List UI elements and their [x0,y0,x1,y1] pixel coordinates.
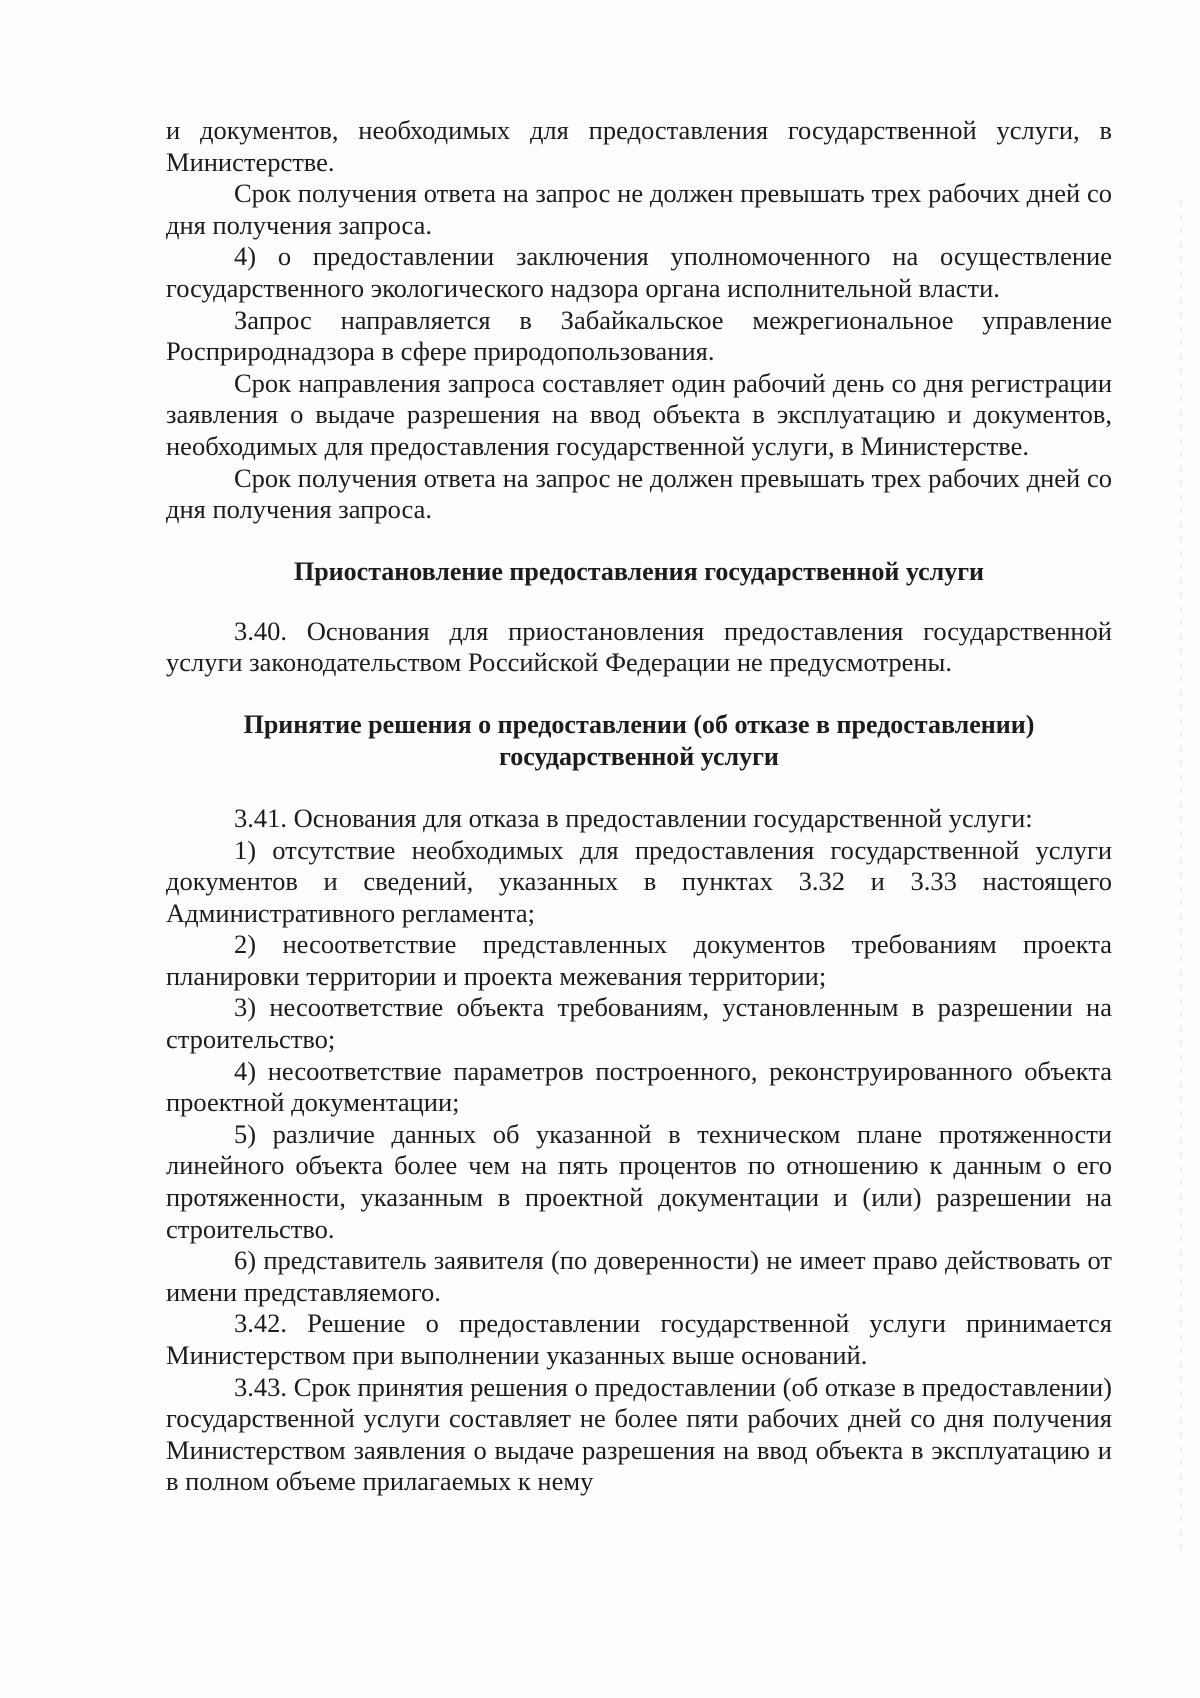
spacer [166,773,1112,803]
section-heading-decision [166,709,1112,773]
paragraph: 4) о предоставлении заключения уполномоченного на осуществление государственного экологического надзора органа исполнительной власти. [166,241,1112,303]
paragraph: Срок получения ответа на запрос не должен превышать трех рабочих дней со дня получения запроса. [166,178,1112,240]
scan-edge-artifact [1180,200,1182,1550]
section-heading-suspension: Приостановление предоставления государственной услуги [293,556,984,586]
spacer [166,679,1112,709]
document-body [166,115,1112,1498]
section-heading-decision-line2: государственной услуги [499,741,779,771]
paragraph-continuation: и документов, необходимых для предоставления государственной услуги, в Министерстве. [166,115,1112,177]
paragraph-3-40: 3.40. Основания для приостановления предоставления государственной услуги законодательством Российской Федерации не предусмотрены. [166,615,1112,678]
section-heading-decision-line1: Принятие решения о предоставлении (об отказе в предоставлении) [243,709,1035,739]
paragraph-3-43: 3.43. Срок принятия решения о предоставлении (об отказе в предоставлении) государственной услуги составляет не более пяти рабочих дней со дня получения Министерством заявления о выдаче разрешения на ввод объекта в эксплуатацию и в полном объеме прилагаемых к нему [166,1371,1112,1497]
list-item: 5) различие данных об указанной в техническом плане протяженности линейного объекта более чем на пять процентов по отношению к данным о его протяженности, указанным в проектной документации и (или) разрешении на строительство. [166,1118,1112,1244]
spacer [166,526,1112,556]
list-item: 3) несоответствие объекта требованиям, установленным в разрешении на строительство; [166,992,1112,1055]
list-item: 6) представитель заявителя (по доверенности) не имеет право действовать от имени представляемого. [166,1245,1112,1307]
paragraph: Срок получения ответа на запрос не должен превышать трех рабочих дней со дня получения запроса. [166,462,1112,525]
list-item: 4) несоответствие параметров построенного, реконструированного объекта проектной документации; [166,1055,1112,1118]
paragraph: Запрос направляется в Забайкальское межрегиональное управление Росприроднадзора в сфере природопользования. [166,304,1112,367]
paragraph-3-42: 3.42. Решение о предоставлении государственной услуги принимается Министерством при выполнении указанных выше оснований. [166,1308,1112,1370]
paragraph: Срок направления запроса составляет один рабочий день со дня регистрации заявления о выдаче разрешения на ввод объекта в эксплуатацию и документов, необходимых для предоставления государственной услуги, в Министерстве. [166,367,1112,461]
spacer [166,588,1112,616]
list-item: 1) отсутствие необходимых для предоставления государственной услуги документов и сведений, указанных в пунктах 3.32 и 3.33 настоящего Административного регламента; [166,834,1112,928]
list-item: 2) несоответствие представленных документов требованиям проекта планировки территории и проекта межевания территории; [166,929,1112,991]
paragraph-3-41: 3.41. Основания для отказа в предоставлении государственной услуги: [234,802,1033,833]
